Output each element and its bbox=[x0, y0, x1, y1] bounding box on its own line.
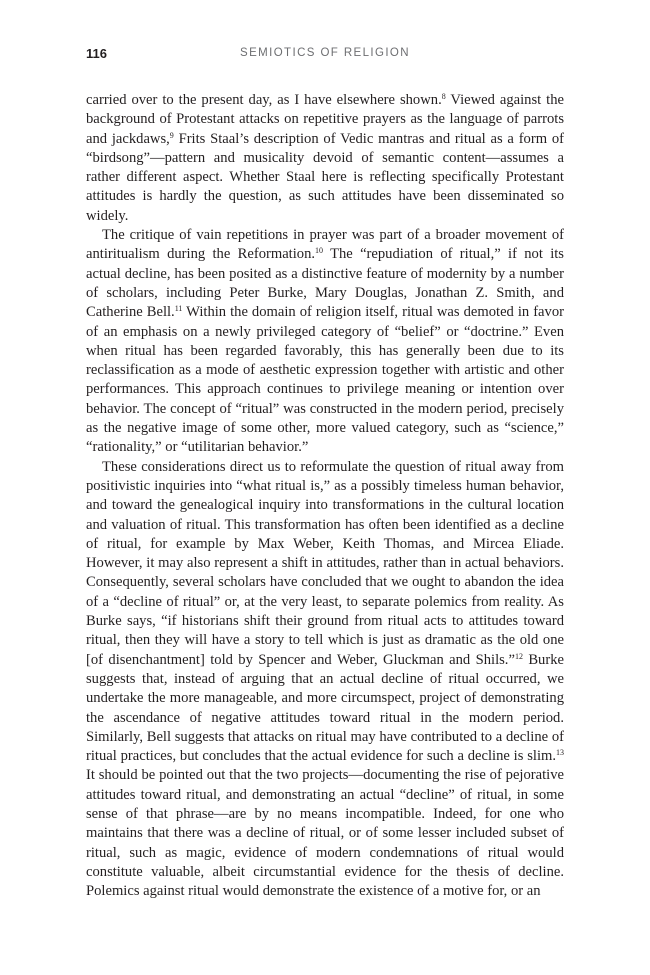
paragraph-text: It should be pointed out that the two projects—documenting the rise of pejorative attitudes toward ritual, and demonstrating an actual “decline” of ritual, in some sense of that phrase—are by no means incompatible. Indeed, for one who maintains that there was a decline of ritual, or of some lesser included subset of ritual, such as magic, evidence of modern condemnations of ritual would constitute valuable, albeit circumstantial evidence for the thesis of decline. Polemics against ritual would demonstrate the existence of a motive for, or an bbox=[86, 767, 564, 900]
paragraph-text: These considerations direct us to reformulate the question of ritual away from positivistic inquiries into “what ritual is,” as a possibly timeless human behavior, and toward the genealogical inquiry into transformations in the cultural location and valuation of ritual. This transformation has often been identified as a decline of ritual, for example by Max Weber, Keith Thomas, and Mircea Eliade. However, it may also represent a shift in attitudes, rather than in actual behaviors. Consequently, several scholars have concluded that we ought to abandon the idea of a “decline of ritual” or, at the very least, to separate polemics from reality. As Burke says, “if historians shift their ground from ritual acts to attitudes toward ritual, then they will have a story to tell which is just as dramatic as the old one [of disenchantment] told by Spencer and Weber, Gluckman and Shils.” bbox=[86, 458, 564, 668]
paragraph bbox=[86, 458, 564, 902]
footnote-marker: 10 bbox=[315, 246, 324, 256]
footnote-marker: 12 bbox=[514, 651, 523, 661]
running-title: SEMIOTICS OF RELIGION bbox=[240, 47, 410, 59]
paragraph-text: The “repudiation of ritual,” if not its actual decline, has been posited as a distinctive feature of modernity by a number of scholars, including Peter Burke, Mary Douglas, Jonathan Z. Smith, and Catherine Bell. bbox=[86, 246, 564, 321]
paragraph-text: The critique of vain repetitions in prayer was part of a broader movement of antiritualism during the Reformation. bbox=[86, 227, 564, 263]
body-text bbox=[86, 91, 564, 901]
footnote-marker: 9 bbox=[169, 130, 174, 140]
paragraph-text: carried over to the present day, as I have elsewhere shown. bbox=[86, 92, 442, 108]
paragraph-text: Within the domain of religion itself, ritual was demoted in favor of an emphasis on a newly privileged category of “belief” or “doctrine.” Even when ritual has been regarded favorably, this has generally been due to its reclassification as a mode of aesthetic expression together with artistic and other performances. This approach continues to privilege meaning or intention over behavior. The concept of “ritual” was constructed in the modern period, precisely as the negative image of some other, more valued category, such as “science,” “rationality,” or “utilitarian behavior.” bbox=[86, 304, 564, 456]
footnote-marker: 8 bbox=[441, 92, 446, 101]
paragraph bbox=[86, 226, 564, 458]
paragraph-text: Viewed against the background of Protestant attacks on repetitive prayers as the language of parrots and jackdaws, bbox=[86, 92, 564, 147]
paragraph bbox=[86, 91, 564, 226]
page-number: 116 bbox=[86, 46, 107, 61]
running-head bbox=[86, 46, 564, 66]
paragraph-text: Burke suggests that, instead of arguing that an actual decline of ritual occurred, we undertake the more manageable, and more circumspect, project of demonstrating the ascendance of negative attitudes toward ritual in the modern period. Similarly, Bell suggests that attacks on ritual may have contributed to a decline of ritual practices, but concludes that the actual evidence for such a decline is slim. bbox=[86, 651, 564, 765]
paragraph-text: Frits Staal’s description of Vedic mantras and ritual as a form of “birdsong”—pattern and musicality devoid of semantic content—assumes a rather different aspect. Whether Staal here is reflecting specifically Protestant attitudes is hardly the question, as such attitudes have been disseminated so widely. bbox=[86, 130, 564, 224]
footnote-marker: 13 bbox=[556, 748, 564, 758]
footnote-marker: 11 bbox=[174, 304, 183, 314]
